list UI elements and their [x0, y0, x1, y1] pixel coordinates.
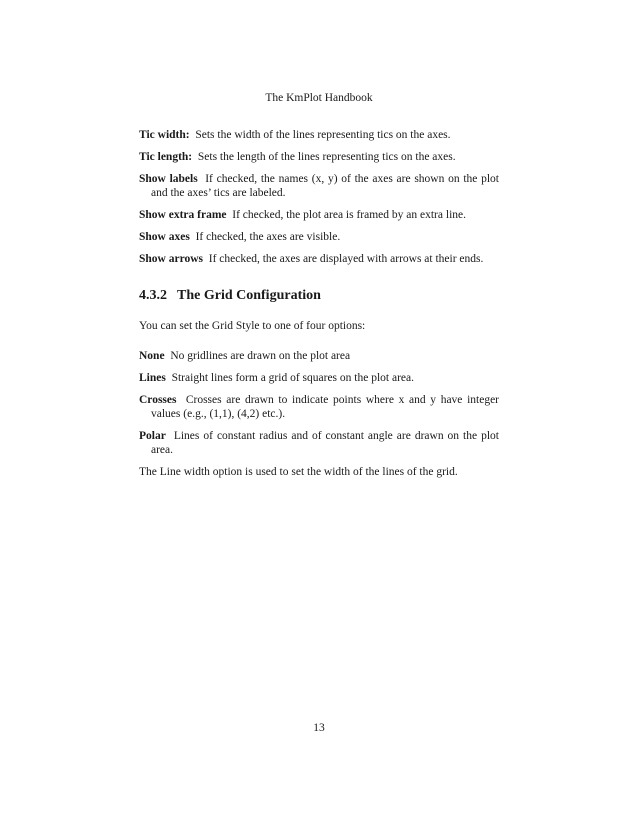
definition-item — [139, 349, 499, 363]
definition-term: Lines — [139, 372, 166, 384]
definition-term: Tic width: — [139, 129, 190, 141]
section-intro: You can set the Grid Style to one of four options: — [139, 320, 366, 332]
definition-description: Lines of constant radius and of constant angle are drawn on the plot area. — [151, 430, 499, 456]
page-number: 13 — [313, 722, 325, 734]
running-header: The KmPlot Handbook — [265, 92, 373, 104]
definition-term: Show axes — [139, 231, 190, 243]
section-heading — [139, 287, 499, 304]
definition-item — [139, 128, 499, 142]
definition-description: Crosses are drawn to indicate points where x and y have integer values (e.g., (1,1), (4,2) etc.). — [151, 394, 500, 420]
definition-term: Show labels — [139, 173, 198, 185]
definition-term: Tic length: — [139, 151, 193, 163]
definition-description: No gridlines are drawn on the plot area — [170, 350, 351, 362]
definition-term: Crosses — [139, 394, 177, 406]
section-closing: The Line width option is used to set the width of the lines of the grid. — [139, 466, 458, 478]
definition-item — [139, 393, 499, 421]
definition-item — [139, 172, 499, 200]
definition-description: If checked, the axes are displayed with arrows at their ends. — [208, 253, 484, 265]
definition-term: None — [139, 350, 165, 362]
definition-description: If checked, the axes are visible. — [195, 231, 341, 243]
definition-description: Sets the length of the lines representing tics on the axes. — [197, 151, 456, 163]
axes-options-list — [139, 128, 499, 266]
section-number: 4.3.2 — [139, 288, 167, 303]
definition-description: If checked, the plot area is framed by an extra line. — [232, 209, 466, 221]
definition-item — [139, 230, 499, 244]
section-title: The Grid Configuration — [177, 288, 321, 303]
definition-description: Straight lines form a grid of squares on the plot area. — [171, 372, 414, 384]
definition-item — [139, 208, 499, 222]
definition-item — [139, 252, 499, 266]
page-content — [139, 128, 499, 495]
definition-item — [139, 150, 499, 164]
definition-term: Show arrows — [139, 253, 204, 265]
definition-term: Polar — [139, 430, 166, 442]
definition-description: Sets the width of the lines representing tics on the axes. — [195, 129, 451, 141]
definition-item — [139, 429, 499, 457]
definition-term: Show extra frame — [139, 209, 227, 221]
grid-style-options-list — [139, 349, 499, 457]
definition-description: If checked, the names (x, y) of the axes are shown on the plot and the axes’ tics are labeled. — [151, 173, 500, 199]
definition-item — [139, 371, 499, 385]
